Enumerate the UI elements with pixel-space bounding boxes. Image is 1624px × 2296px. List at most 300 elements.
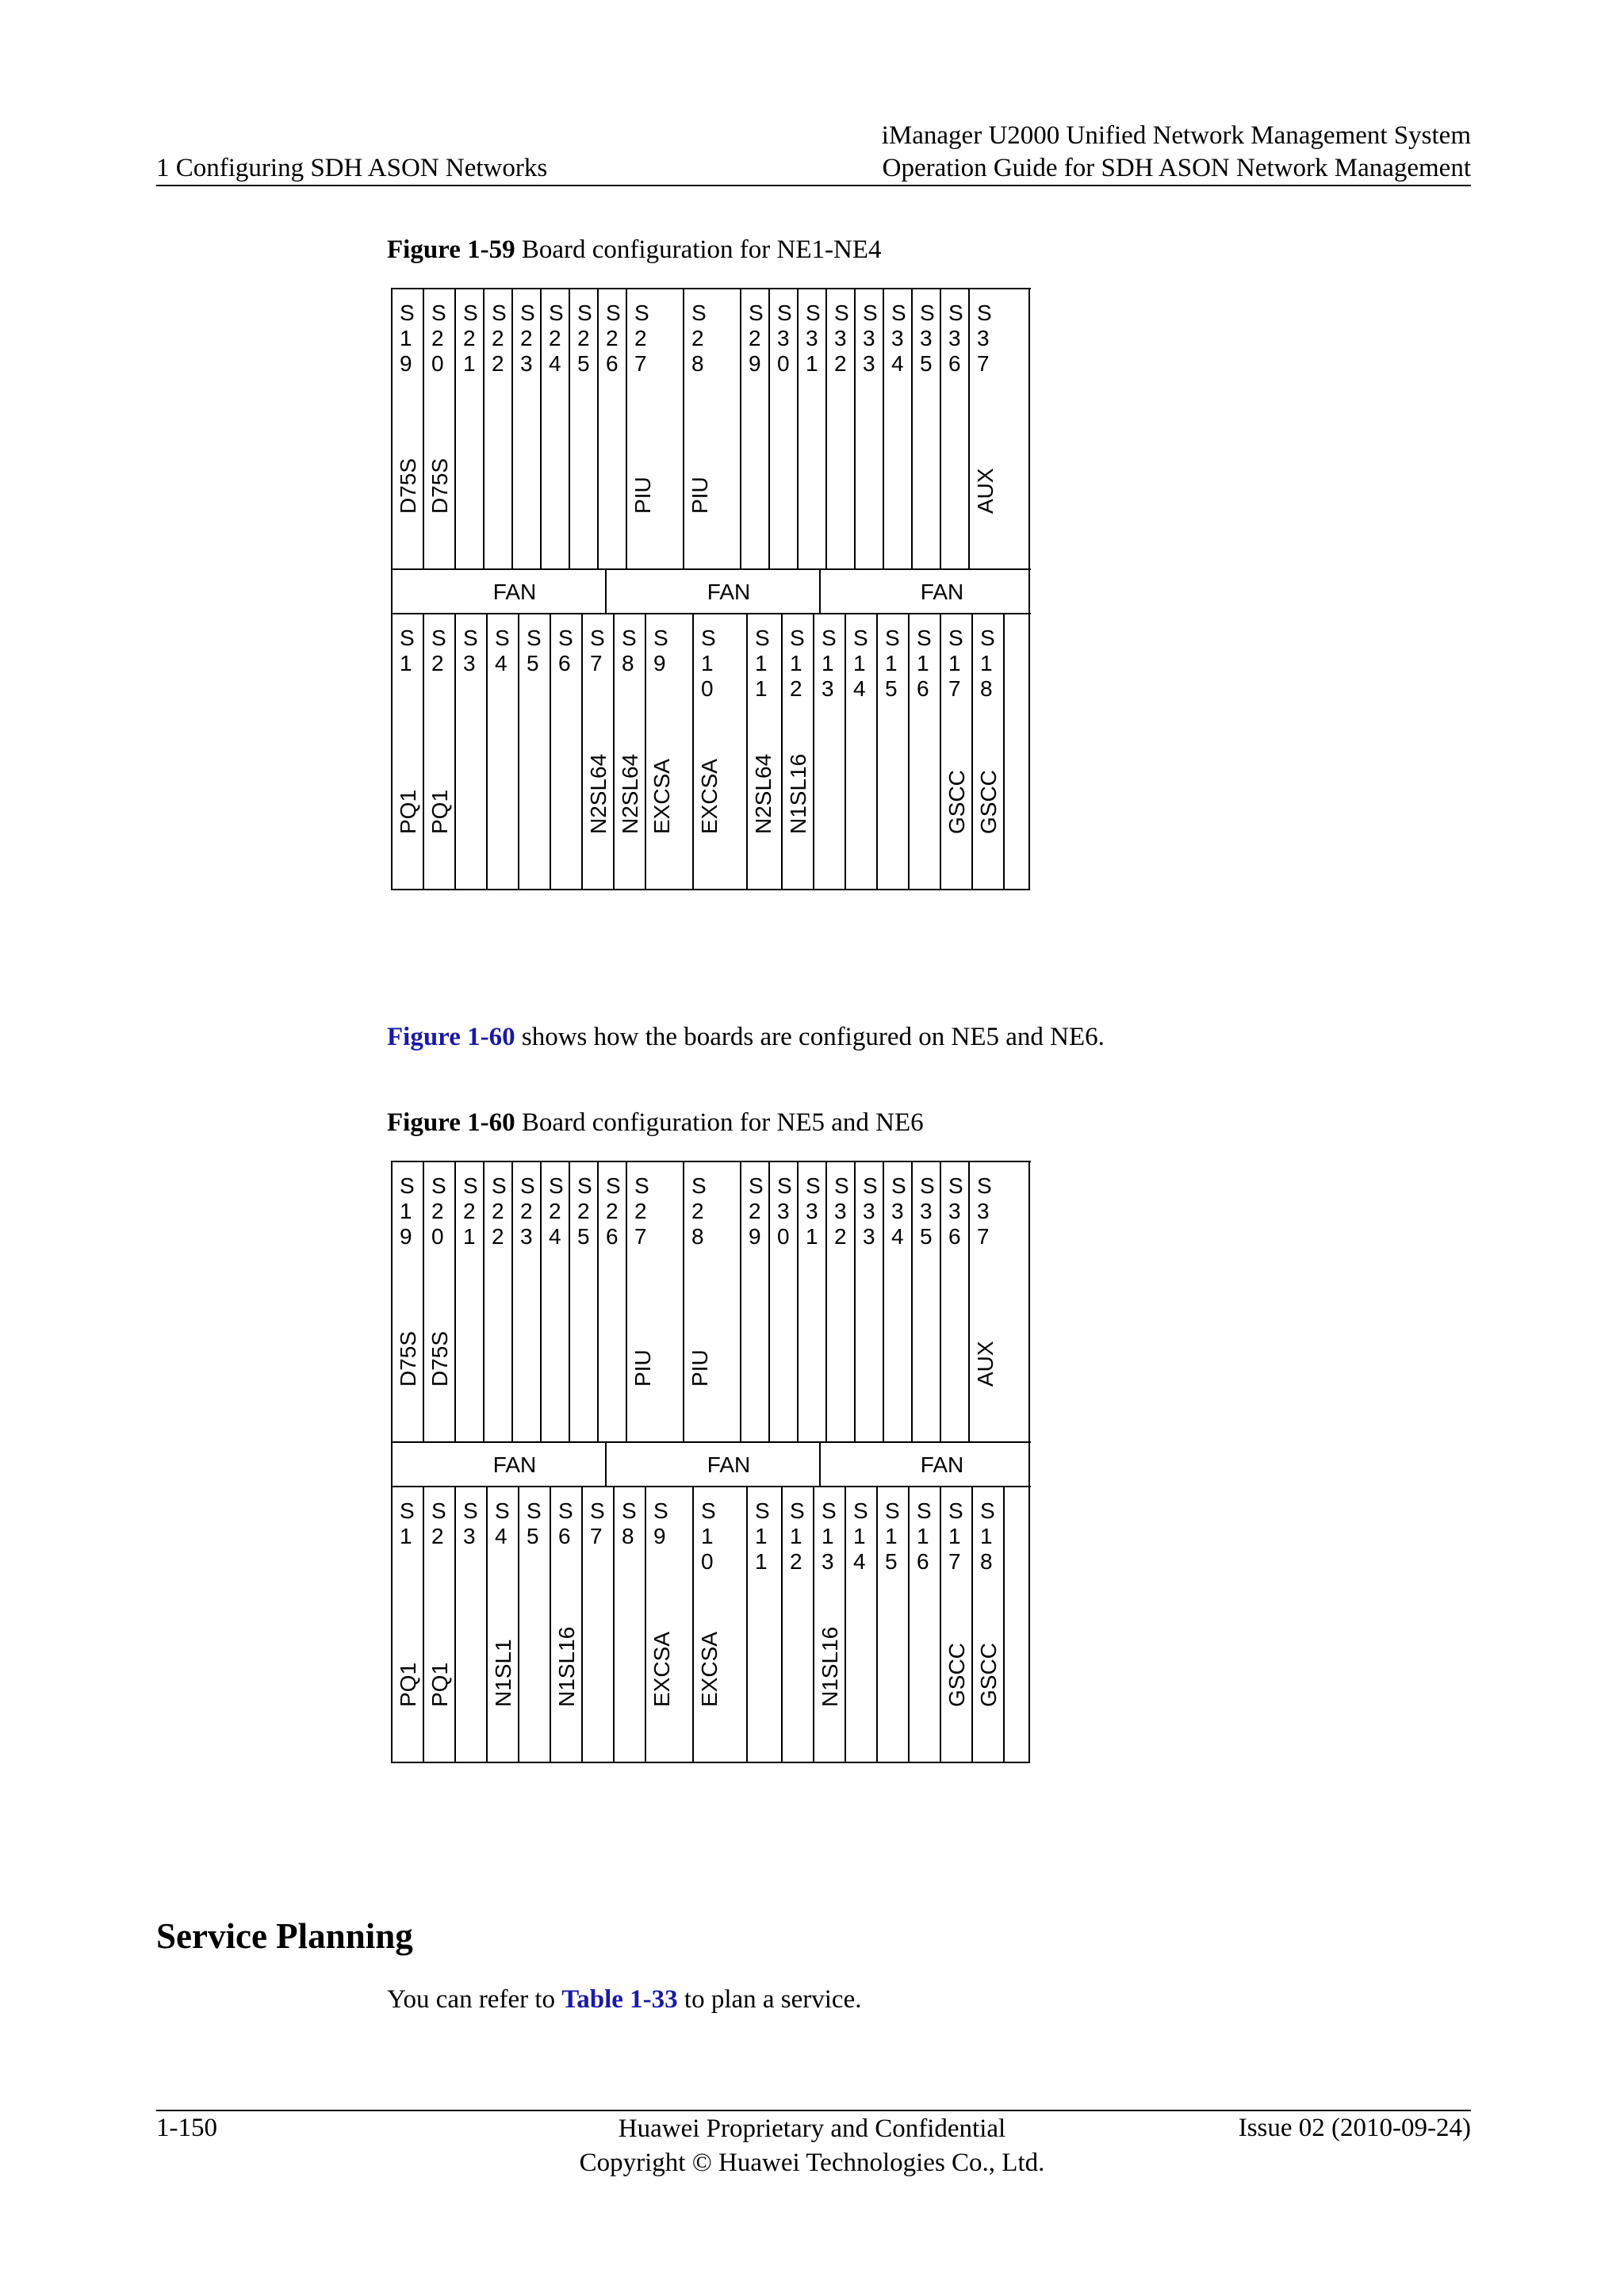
- slot-id-char: S: [431, 1498, 446, 1523]
- slot-id-char: S: [590, 1498, 605, 1523]
- slot-id-char: S: [853, 626, 868, 650]
- top-slot-s21: [455, 1161, 484, 1442]
- slot-id-char: S: [495, 626, 510, 650]
- slot-id-char: 2: [431, 326, 444, 350]
- bottom-slot-s18: [972, 614, 1004, 890]
- slot-id-char: S: [558, 626, 573, 650]
- fan-unit-1: [392, 569, 606, 614]
- header-guide: Operation Guide for SDH ASON Network Management: [882, 154, 1471, 182]
- slot-id-char: 3: [463, 651, 476, 675]
- slot-id-char: 1: [980, 651, 993, 675]
- board-label: D75S: [396, 457, 420, 514]
- slot-id-char: 5: [577, 351, 590, 376]
- slot-id-char: S: [977, 1173, 992, 1198]
- slot-id-char: 2: [431, 1524, 444, 1548]
- bottom-slot-s16: [909, 1487, 940, 1762]
- slot-id-char: 8: [691, 351, 704, 376]
- slot-id-char: 3: [863, 326, 875, 350]
- top-slot-s37: [969, 1161, 1031, 1442]
- slot-id-char: 1: [701, 651, 714, 675]
- bottom-slot-s1: [392, 614, 423, 890]
- bottom-slot-s4: [487, 614, 519, 890]
- bottom-slot-s12: [782, 1487, 814, 1762]
- fan-label: FAN: [920, 580, 964, 604]
- top-slot-s36: [940, 1161, 969, 1442]
- board-label: EXCSA: [649, 1632, 674, 1707]
- slot-id-char: 3: [891, 1199, 904, 1223]
- slot-id-char: 3: [948, 326, 961, 350]
- slot-id-char: 3: [822, 676, 834, 701]
- bottom-slot-s6: [550, 1487, 582, 1762]
- slot-id-char: 4: [853, 676, 866, 701]
- slot-id-char: S: [691, 1173, 707, 1198]
- slot-id-char: S: [622, 1498, 637, 1523]
- bottom-slot-s10: [693, 614, 747, 890]
- slot-id-char: 0: [431, 351, 444, 376]
- slot-id-char: 3: [777, 326, 790, 350]
- slot-id-char: 1: [463, 1224, 476, 1249]
- slot-id-char: S: [492, 300, 507, 325]
- board-label: GSCC: [944, 1643, 969, 1707]
- slot-id-char: S: [755, 1498, 770, 1523]
- bottom-slot-s7: [582, 1487, 614, 1762]
- slot-id-char: 1: [885, 651, 898, 675]
- slot-id-char: 2: [492, 1224, 504, 1249]
- slot-id-char: S: [755, 626, 770, 650]
- slot-id-char: 6: [948, 351, 961, 376]
- slot-id-char: S: [463, 1498, 478, 1523]
- slot-id-char: S: [691, 300, 707, 325]
- slot-id-char: S: [558, 1498, 573, 1523]
- slot-id-char: S: [622, 626, 637, 650]
- slot-id-char: 1: [948, 1524, 961, 1548]
- fan-unit-2: [606, 1442, 820, 1487]
- top-slot-s29: [741, 289, 769, 569]
- bottom-slot-s8: [614, 614, 645, 890]
- issue-date: Issue 02 (2010-09-24): [1238, 2114, 1471, 2142]
- slot-id-char: 2: [431, 651, 444, 675]
- top-slot-s19: [392, 1161, 423, 1442]
- slot-id-char: 4: [891, 351, 904, 376]
- slot-id-char: 3: [863, 1224, 875, 1249]
- slot-id-char: S: [549, 1173, 564, 1198]
- slot-id-char: 1: [400, 1199, 412, 1223]
- figure-link[interactable]: Figure 1-60: [387, 1023, 515, 1051]
- slot-id-char: 5: [527, 1524, 539, 1548]
- slot-id-char: 7: [948, 676, 961, 701]
- board-label: AUX: [973, 1341, 998, 1387]
- top-slot-s26: [598, 1161, 626, 1442]
- slot-id-char: 2: [691, 1199, 704, 1223]
- slot-id-char: 1: [806, 351, 818, 376]
- fan-label: FAN: [492, 1452, 537, 1477]
- figure-title: Board configuration for NE5 and NE6: [515, 1108, 924, 1137]
- board-label: PIU: [630, 1349, 655, 1387]
- top-slot-s26: [598, 289, 626, 569]
- slot-id-char: 3: [834, 1199, 847, 1223]
- top-slot-s33: [855, 1161, 883, 1442]
- top-slot-s32: [826, 1161, 855, 1442]
- slot-id-char: S: [977, 300, 992, 325]
- slot-id-char: 1: [463, 351, 476, 376]
- top-slot-s28: [684, 1161, 741, 1442]
- bottom-slot-s15: [877, 614, 909, 890]
- slot-id-char: 6: [917, 676, 929, 701]
- slot-id-char: S: [549, 300, 564, 325]
- slot-id-char: S: [701, 1498, 716, 1523]
- slot-id-char: S: [527, 1498, 542, 1523]
- slot-id-char: S: [653, 1498, 668, 1523]
- board-label: D75S: [427, 457, 452, 514]
- footer-notice: [476, 2112, 1148, 2180]
- fan-label: FAN: [920, 1452, 964, 1477]
- fan-label: FAN: [707, 580, 751, 604]
- slot-id-char: 3: [863, 351, 875, 376]
- board-label: N1SL16: [786, 753, 810, 834]
- slot-id-char: 2: [549, 326, 561, 350]
- subrack-svg: [390, 287, 1031, 891]
- slot-id-char: 4: [549, 1224, 561, 1249]
- board-label: PQ1: [396, 1662, 420, 1707]
- slot-id-char: 1: [948, 651, 961, 675]
- intro-text: shows how the boards are configured on NE5 and NE6.: [515, 1023, 1105, 1051]
- footer-proprietary: Huawei Proprietary and Confidential: [618, 2114, 1006, 2143]
- slot-id-char: 4: [853, 1549, 866, 1574]
- slot-id-char: 2: [549, 1199, 561, 1223]
- slot-id-char: 2: [634, 326, 647, 350]
- top-slot-s25: [569, 289, 598, 569]
- slot-id-char: 2: [691, 326, 704, 350]
- slot-id-char: S: [917, 1498, 932, 1523]
- slot-id-char: S: [891, 300, 906, 325]
- slot-id-char: S: [653, 626, 668, 650]
- slot-id-char: 3: [463, 1524, 476, 1548]
- slot-id-char: 2: [492, 351, 504, 376]
- slot-id-char: 3: [806, 326, 818, 350]
- slot-id-char: S: [863, 1173, 878, 1198]
- board-label: N2SL64: [618, 753, 642, 834]
- header-chapter: 1 Configuring SDH ASON Networks: [156, 154, 548, 182]
- slot-id-char: 2: [492, 1199, 504, 1223]
- board-label: N1SL1: [491, 1639, 515, 1707]
- slot-id-char: 3: [520, 1224, 533, 1249]
- slot-id-char: S: [463, 1173, 478, 1198]
- top-slot-s21: [455, 289, 484, 569]
- slot-id-char: 3: [863, 1199, 875, 1223]
- slot-id-char: 1: [885, 1524, 898, 1548]
- slot-id-char: 1: [701, 1524, 714, 1548]
- slot-id-char: 2: [577, 1199, 590, 1223]
- fan-unit-1: [392, 1442, 606, 1487]
- slot-id-char: 1: [853, 1524, 866, 1548]
- slot-id-char: S: [891, 1173, 906, 1198]
- page-number: 1-150: [156, 2114, 217, 2142]
- slot-id-char: S: [400, 1498, 415, 1523]
- top-slot-s19: [392, 289, 423, 569]
- slot-id-char: 7: [590, 651, 603, 675]
- slot-id-char: 2: [749, 326, 761, 350]
- board-label: EXCSA: [697, 759, 722, 834]
- top-slot-s30: [769, 1161, 798, 1442]
- slot-id-char: S: [463, 300, 478, 325]
- figure-label: Figure 1-59: [387, 235, 515, 264]
- service-prefix: You can refer to: [387, 1985, 562, 2014]
- slot-id-char: 9: [749, 1224, 761, 1249]
- board-label: GSCC: [944, 770, 969, 834]
- slot-id-char: S: [863, 300, 878, 325]
- slot-id-char: S: [520, 300, 535, 325]
- slot-id-char: S: [463, 626, 478, 650]
- fan-unit-3: [820, 569, 1031, 614]
- footer-copyright: Copyright © Huawei Technologies Co., Ltd.: [579, 2149, 1045, 2177]
- slot-id-char: S: [948, 626, 963, 650]
- slot-id-char: S: [606, 300, 621, 325]
- slot-id-char: 0: [701, 1549, 714, 1574]
- bottom-slot-s5: [519, 614, 550, 890]
- slot-id-char: S: [431, 1173, 446, 1198]
- top-slot-s20: [423, 1161, 455, 1442]
- top-slot-s29: [741, 1161, 769, 1442]
- top-slot-s22: [484, 1161, 512, 1442]
- slot-id-char: 5: [885, 676, 898, 701]
- slot-id-char: S: [948, 1173, 963, 1198]
- bottom-slot-s3: [455, 1487, 487, 1762]
- slot-id-char: S: [948, 300, 963, 325]
- slot-id-char: 1: [755, 1524, 768, 1548]
- board-label: N2SL64: [586, 753, 611, 834]
- slot-id-char: 3: [777, 1199, 790, 1223]
- slot-id-char: 1: [400, 1524, 412, 1548]
- table-link[interactable]: Table 1-33: [561, 1985, 678, 2014]
- slot-id-char: S: [790, 626, 805, 650]
- top-slot-s30: [769, 289, 798, 569]
- bottom-slot-s7: [582, 614, 614, 890]
- top-slot-s25: [569, 1161, 598, 1442]
- slot-id-char: S: [948, 1498, 963, 1523]
- bottom-slot-s9: [645, 1487, 693, 1762]
- slot-id-char: S: [431, 626, 446, 650]
- slot-id-char: 2: [634, 1199, 647, 1223]
- fan-label: FAN: [707, 1452, 751, 1477]
- slot-id-char: S: [400, 300, 415, 325]
- slot-id-char: S: [920, 1173, 935, 1198]
- slot-id-char: 2: [520, 1199, 533, 1223]
- slot-id-char: 4: [891, 1224, 904, 1249]
- slot-id-char: 3: [806, 1199, 818, 1223]
- board-label: GSCC: [976, 770, 1001, 834]
- slot-id-char: 3: [977, 326, 990, 350]
- slot-id-char: S: [853, 1498, 868, 1523]
- board-label: PQ1: [396, 789, 420, 834]
- slot-id-char: 3: [920, 326, 933, 350]
- slot-id-char: 6: [606, 1224, 619, 1249]
- slot-id-char: 3: [920, 1199, 933, 1223]
- top-slot-s23: [512, 289, 541, 569]
- slot-id-char: 8: [691, 1224, 704, 1249]
- slot-id-char: 9: [400, 1224, 412, 1249]
- slot-id-char: 7: [977, 1224, 990, 1249]
- slot-id-char: 1: [806, 1224, 818, 1249]
- slot-id-char: 9: [400, 351, 412, 376]
- top-slot-s27: [626, 1161, 684, 1442]
- bottom-slot-s17: [940, 1487, 972, 1762]
- slot-id-char: S: [431, 300, 446, 325]
- header-rule: [156, 185, 1471, 186]
- figure-title: Board configuration for NE1-NE4: [515, 235, 882, 264]
- top-slot-s20: [423, 289, 455, 569]
- slot-id-char: S: [634, 1173, 649, 1198]
- figure-label: Figure 1-60: [387, 1108, 515, 1137]
- board-label: N1SL16: [554, 1626, 579, 1707]
- slot-id-char: S: [806, 1173, 821, 1198]
- slot-id-char: S: [590, 626, 605, 650]
- slot-id-char: 2: [577, 326, 590, 350]
- slot-id-char: 2: [463, 326, 476, 350]
- slot-id-char: 7: [634, 351, 647, 376]
- slot-id-char: S: [790, 1498, 805, 1523]
- board-label: EXCSA: [697, 1632, 722, 1707]
- slot-id-char: 8: [622, 1524, 634, 1548]
- slot-id-char: 1: [790, 651, 802, 675]
- slot-id-char: 4: [495, 1524, 508, 1548]
- slot-id-char: 2: [492, 326, 504, 350]
- slot-id-char: 0: [777, 1224, 790, 1249]
- slot-id-char: S: [634, 300, 649, 325]
- slot-id-char: 5: [885, 1549, 898, 1574]
- slot-id-char: 1: [853, 651, 866, 675]
- board-label: PIU: [630, 476, 655, 514]
- board-label: PQ1: [427, 1662, 452, 1707]
- fan-unit-3: [820, 1442, 1031, 1487]
- slot-id-char: S: [606, 1173, 621, 1198]
- slot-id-char: S: [822, 1498, 837, 1523]
- top-slot-s33: [855, 289, 883, 569]
- slot-id-char: 7: [977, 351, 990, 376]
- slot-id-char: 7: [634, 1224, 647, 1249]
- slot-id-char: S: [885, 1498, 900, 1523]
- slot-id-char: 0: [777, 351, 790, 376]
- slot-id-char: S: [520, 1173, 535, 1198]
- fan-unit-2: [606, 569, 820, 614]
- slot-id-char: S: [749, 300, 764, 325]
- slot-id-char: 2: [463, 1199, 476, 1223]
- bottom-slot-s18: [972, 1487, 1004, 1762]
- slot-id-char: 0: [431, 1224, 444, 1249]
- bottom-slot-s9: [645, 614, 693, 890]
- slot-id-char: S: [777, 300, 792, 325]
- slot-id-char: 1: [400, 326, 412, 350]
- service-paragraph: [387, 1984, 861, 2015]
- slot-id-char: 2: [834, 351, 847, 376]
- board-label: PIU: [688, 476, 712, 514]
- top-slot-s37: [969, 289, 1031, 569]
- slot-id-char: 1: [980, 1524, 993, 1548]
- slot-id-char: S: [527, 626, 542, 650]
- slot-id-char: S: [980, 626, 995, 650]
- slot-id-char: 7: [948, 1549, 961, 1574]
- board-label: D75S: [427, 1330, 452, 1387]
- top-slot-s35: [912, 1161, 940, 1442]
- slot-id-char: 5: [920, 1224, 933, 1249]
- bottom-slot-s6: [550, 614, 582, 890]
- slot-id-char: 9: [749, 351, 761, 376]
- bottom-slot-s16: [909, 614, 940, 890]
- slot-id-char: S: [980, 1498, 995, 1523]
- bottom-slot-s3: [455, 614, 487, 890]
- slot-id-char: 1: [917, 1524, 929, 1548]
- top-slot-s31: [798, 289, 826, 569]
- slot-id-char: 9: [653, 1524, 666, 1548]
- board-diagram-ne1-ne4: [390, 287, 1031, 891]
- slot-id-char: S: [920, 300, 935, 325]
- slot-id-char: 1: [917, 651, 929, 675]
- board-label: PQ1: [427, 789, 452, 834]
- bottom-slot-s5: [519, 1487, 550, 1762]
- bottom-slot-s4: [487, 1487, 519, 1762]
- header-title: [882, 120, 1471, 185]
- bottom-slot-s14: [845, 614, 877, 890]
- slot-id-char: 5: [920, 351, 933, 376]
- slot-id-char: 6: [606, 351, 619, 376]
- board-label: AUX: [973, 468, 998, 514]
- slot-id-char: 1: [755, 1549, 768, 1574]
- slot-id-char: 8: [980, 1549, 993, 1574]
- bottom-slot-s12: [782, 614, 814, 890]
- slot-id-char: 7: [590, 1524, 603, 1548]
- slot-id-char: 3: [948, 1199, 961, 1223]
- top-slot-s23: [512, 1161, 541, 1442]
- slot-id-char: 2: [431, 1199, 444, 1223]
- slot-id-char: 8: [622, 651, 634, 675]
- section-heading: Service Planning: [156, 1916, 413, 1956]
- slot-id-char: 0: [701, 676, 714, 701]
- slot-id-char: S: [834, 300, 849, 325]
- slot-id-char: 3: [834, 326, 847, 350]
- figure-caption-2: [387, 1107, 924, 1138]
- slot-id-char: 3: [977, 1199, 990, 1223]
- board-label: D75S: [396, 1330, 420, 1387]
- slot-id-char: S: [495, 1498, 510, 1523]
- slot-id-char: 2: [749, 1199, 761, 1223]
- service-suffix: to plan a service.: [677, 1985, 862, 2014]
- slot-id-char: 1: [755, 651, 768, 675]
- slot-id-char: 2: [606, 326, 619, 350]
- board-diagram-ne5-ne6: [390, 1160, 1031, 1764]
- top-slot-s24: [541, 1161, 569, 1442]
- footer-rule: [156, 2110, 1471, 2111]
- fan-label: FAN: [492, 580, 537, 604]
- bottom-slot-s10: [693, 1487, 747, 1762]
- slot-id-char: S: [885, 626, 900, 650]
- bottom-slot-s17: [940, 614, 972, 890]
- board-label: EXCSA: [649, 759, 674, 834]
- slot-id-char: 2: [790, 1549, 802, 1574]
- slot-id-char: S: [917, 626, 932, 650]
- slot-id-char: 4: [495, 651, 508, 675]
- bottom-slot-s1: [392, 1487, 423, 1762]
- slot-id-char: S: [577, 300, 592, 325]
- top-slot-s32: [826, 289, 855, 569]
- slot-id-char: 1: [822, 651, 834, 675]
- intro-paragraph: [387, 1021, 1105, 1053]
- top-slot-s27: [626, 289, 684, 569]
- slot-id-char: 2: [834, 1224, 847, 1249]
- slot-id-char: 6: [558, 651, 571, 675]
- slot-id-char: 3: [822, 1549, 834, 1574]
- slot-id-char: 6: [917, 1549, 929, 1574]
- slot-id-char: S: [806, 300, 821, 325]
- slot-id-char: 1: [755, 676, 768, 701]
